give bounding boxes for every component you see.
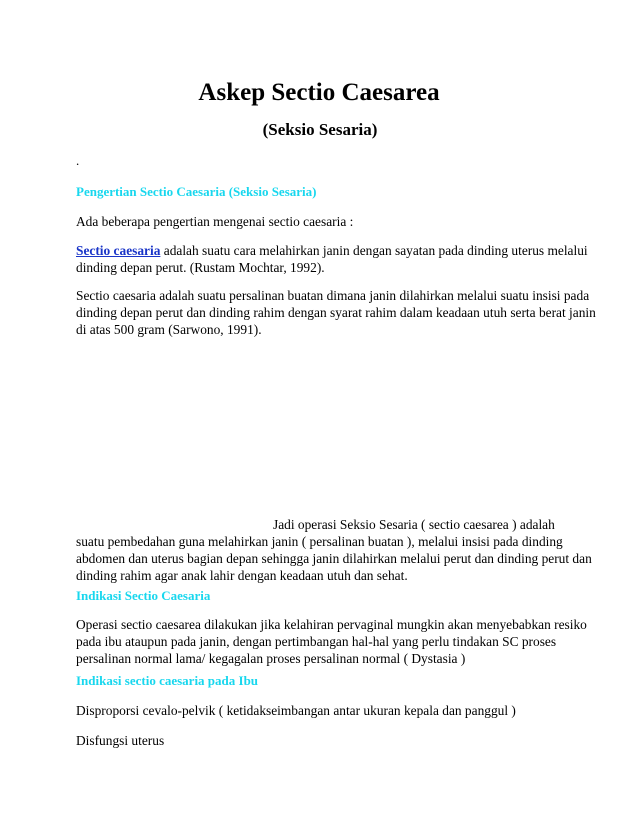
paragraph-indikasi	[76, 616, 587, 667]
heading-pengertian: Pengertian Sectio Caesaria (Seksio Sesaria)	[76, 184, 317, 199]
document-subtitle: (Seksio Sesaria)	[262, 120, 378, 139]
paragraph-definition-2-line-1: Sectio caesaria adalah suatu persalinan buatan dimana janin dilahirkan melalui suatu insisi pada	[76, 288, 590, 303]
paragraph-disproporsi: Disproporsi cevalo-pelvik ( ketidakseimbangan antar ukuran kepala dan panggul )	[76, 703, 516, 718]
heading-indikasi-ibu: Indikasi sectio caesaria pada Ibu	[76, 673, 259, 688]
paragraph-definition-3-line-2: suatu pembedahan guna melahirkan janin ( persalinan buatan ), melalui insisi pada dinding	[76, 534, 563, 549]
document-title: Askep Sectio Caesarea	[198, 79, 440, 106]
sectio-caesaria-link[interactable]: Sectio caesaria	[76, 243, 161, 258]
paragraph-definition-3-line-3: abdomen dan uterus bagian depan sehingga janin dilahirkan melalui perut dan dinding perut dan	[76, 551, 592, 566]
paragraph-indikasi-line-2: pada ibu ataupun pada janin, dengan pertimbangan hal-hal yang perlu tindakan SC proses	[76, 634, 557, 649]
paragraph-definition-2-line-3: di atas 500 gram (Sarwono, 1991).	[76, 322, 262, 337]
paragraph-definition-3-line-1-text: Jadi operasi Seksio Sesaria ( sectio caesarea ) adalah	[273, 517, 555, 532]
paragraph-definition-1-line-1	[76, 242, 588, 259]
paragraph-indikasi-line-3: persalinan normal lama/ kegagalan proses persalinan normal ( Dystasia )	[76, 651, 466, 666]
paragraph-definition-2	[76, 287, 596, 338]
paragraph-definition-3	[76, 516, 592, 584]
paragraph-definition-1-line-2: dinding depan perut. (Rustam Mochtar, 1992).	[76, 260, 325, 275]
paragraph-disfungsi: Disfungsi uterus	[76, 733, 165, 748]
paragraph-definition-1-line-1-text: adalah suatu cara melahirkan janin dengan sayatan pada dinding uterus melalui	[160, 243, 588, 258]
paragraph-intro: Ada beberapa pengertian mengenai sectio caesaria :	[76, 214, 354, 229]
paragraph-definition-3-line-1	[76, 516, 570, 533]
paragraph-definition-2-line-2: dinding depan perut dan dinding rahim dengan syarat rahim dalam keadaan utuh serta berat janin	[76, 305, 596, 320]
paragraph-indikasi-line-1: Operasi sectio caesarea dilakukan jika kelahiran pervaginal mungkin akan menyebabkan resiko	[76, 617, 587, 632]
heading-indikasi: Indikasi Sectio Caesaria	[76, 588, 211, 603]
paragraph-definition-3-line-4: dinding rahim agar anak lahir dengan keadaan utuh dan sehat.	[76, 568, 408, 583]
paragraph-definition-1	[76, 242, 588, 276]
separator-dot: .	[76, 153, 80, 168]
